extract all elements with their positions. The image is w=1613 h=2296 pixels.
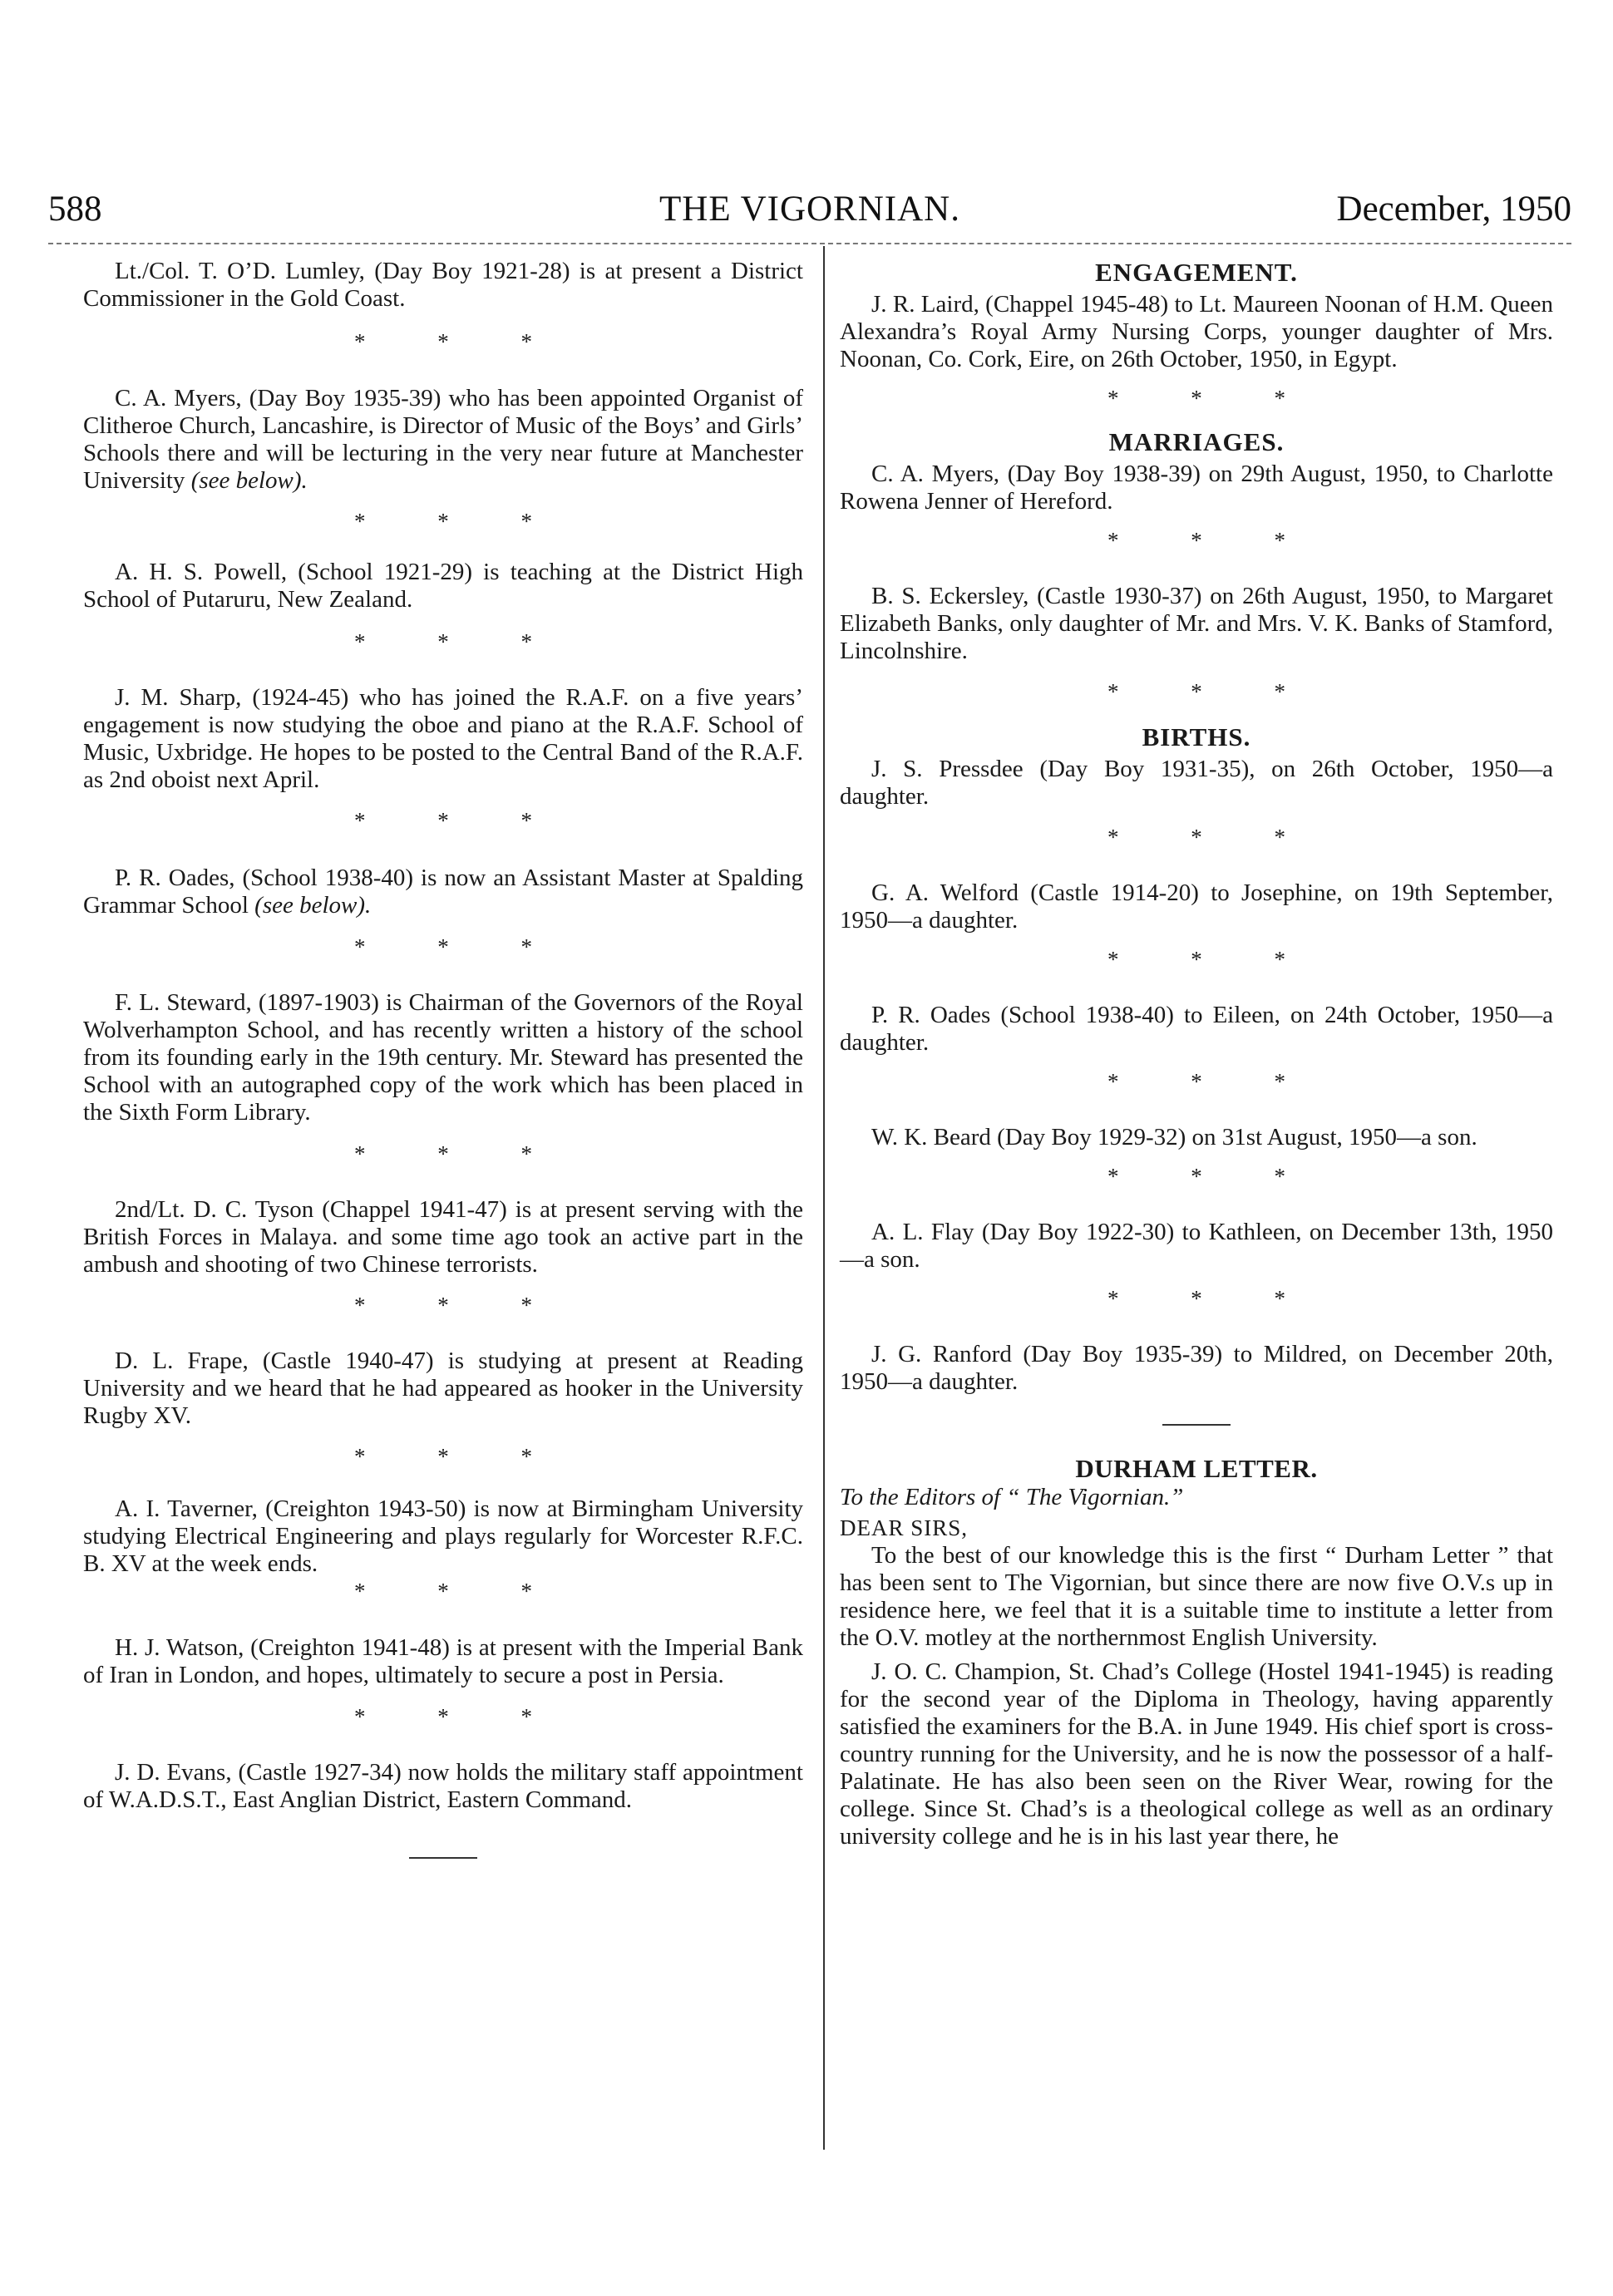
page-header: [48, 185, 1571, 234]
letter-paragraph: J. O. C. Champion, St. Chad’s College (Hostel 1941-1945) is reading for the second year of the Diploma in Theology, having apparently satisfied the examiners for the B.A. in June 1949. His chief sport is cross-country running for the University, and he is now the possessor of a half-Palatinate. He has also been seen on the River Wear, rowing for the college. Since St. Chad’s is a theological college as well as an ordinary university college and he is in his last year there, he: [840, 1658, 1553, 1850]
births-heading: BIRTHS.: [1142, 722, 1251, 751]
journal-title: THE VIGORNIAN.: [659, 190, 960, 229]
news-item-evans: J. D. Evans, (Castle 1927-34) now holds the military staff appointment of W.A.D.S.T., East Anglian District, Eastern Command.: [83, 1759, 803, 1813]
letter-paragraph: To the best of our knowledge this is the first “ Durham Letter ” that has been sent to The Vigornian, but since there are now five O.V.s up in residence here, we feel that it is a suitable time to institute a letter from the O.V. motley at the northernmost English University.: [840, 1542, 1553, 1651]
right-column: [840, 258, 1553, 1850]
separator-stars: * * *: [1107, 1164, 1319, 1189]
separator-stars: * * *: [354, 934, 565, 959]
separator-stars: * * *: [354, 1704, 565, 1729]
separator-stars: * * *: [354, 1141, 565, 1166]
marriage-notice: B. S. Eckersley, (Castle 1930-37) on 26th August, 1950, to Margaret Elizabeth Banks, only daughter of Mr. and Mrs. V. K. Banks of Stamford, Lincolnshire.: [840, 583, 1553, 664]
birth-notice: W. K. Beard (Day Boy 1929-32) on 31st August, 1950—a son.: [871, 1124, 1477, 1150]
separator-stars: * * *: [1107, 825, 1319, 850]
engagement-heading: ENGAGEMENT.: [1095, 258, 1298, 287]
news-item-powell: A. H. S. Powell, (School 1921-29) is teaching at the District High School of Putaruru, New Zealand.: [83, 559, 803, 613]
separator-stars: * * *: [1107, 679, 1319, 704]
news-item-myers: C. A. Myers, (Day Boy 1935-39) who has been appointed Organist of Clitheroe Church, Lancashire, is Director of Music of the Boys’ and Girls’ Schools there and will be lecturing in the very near future at Manchester University (see below).: [83, 385, 803, 494]
separator-stars: * * *: [354, 629, 565, 654]
marriages-heading: MARRIAGES.: [1108, 427, 1285, 456]
birth-notice: J. G. Ranford (Day Boy 1935-39) to Mildred, on December 20th, 1950—a daughter.: [840, 1341, 1553, 1395]
news-item-sharp: J. M. Sharp, (1924-45) who has joined the R.A.F. on a five years’ engagement is now studying the oboe and piano at the R.A.F. School of Music, Uxbridge. He hopes to be posted to the Central Band of the R.A.F. as 2nd oboist next April.: [83, 684, 803, 793]
separator-stars: * * *: [1107, 528, 1319, 553]
header-rule: [48, 243, 1571, 244]
left-column: [83, 258, 803, 1859]
birth-notice: A. L. Flay (Day Boy 1922-30) to Kathleen, on December 13th, 1950—a son.: [840, 1219, 1553, 1273]
durham-letter-heading: DURHAM LETTER.: [1075, 1454, 1318, 1483]
news-item-taverner: A. I. Taverner, (Creighton 1943-50) is now at Birmingham University studying Electrical Engineering and plays regularly for Worcester R.F.C. B. XV at the week ends.: [83, 1495, 803, 1577]
birth-notice: G. A. Welford (Castle 1914-20) to Josephine, on 19th September, 1950—a daughter.: [840, 879, 1553, 934]
news-item-oades: P. R. Oades, (School 1938-40) is now an Assistant Master at Spalding Grammar School (see below).: [83, 865, 803, 919]
column-divider: [823, 246, 825, 2150]
separator-stars: * * *: [1107, 1069, 1319, 1094]
issue-date: December, 1950: [1336, 190, 1571, 229]
separator-stars: * * *: [1107, 1286, 1319, 1311]
news-item-frape: D. L. Frape, (Castle 1940-47) is studying at present at Reading University and we heard that he had appeared as hooker in the University Rugby XV.: [83, 1348, 803, 1429]
separator-stars: * * *: [354, 329, 565, 354]
separator-stars: * * *: [354, 1579, 565, 1604]
letter-address: To the Editors of “ The Vigornian.”: [840, 1484, 1184, 1510]
separator-stars: * * *: [1107, 386, 1319, 411]
news-item-lumley: Lt./Col. T. O’D. Lumley, (Day Boy 1921-28) is at present a District Commissioner in the Gold Coast.: [83, 258, 803, 312]
birth-notice: J. S. Pressdee (Day Boy 1931-35), on 26th October, 1950—a daughter.: [840, 756, 1553, 810]
engagement-notice: J. R. Laird, (Chappel 1945-48) to Lt. Maureen Noonan of H.M. Queen Alexandra’s Royal Army Nursing Corps, younger daughter of Mrs. Noonan, Co. Cork, Eire, on 26th October, 1950, in Egypt.: [840, 291, 1553, 372]
separator-stars: * * *: [354, 1293, 565, 1318]
birth-notice: P. R. Oades (School 1938-40) to Eileen, on 24th October, 1950—a daughter.: [840, 1002, 1553, 1056]
separator-stars: * * *: [354, 509, 565, 534]
news-item-watson: H. J. Watson, (Creighton 1941-48) is at present with the Imperial Bank of Iran in London, and hopes, ultimately to secure a post in Persia.: [83, 1634, 803, 1688]
separator-stars: * * *: [1107, 947, 1319, 972]
separator-stars: * * *: [354, 808, 565, 833]
page-number: 588: [48, 190, 102, 229]
end-rule: [409, 1857, 477, 1859]
news-item-tyson: 2nd/Lt. D. C. Tyson (Chappel 1941-47) is at present serving with the British Forces in Malaya. and some time ago took an active part in the ambush and shooting of two Chinese terrorists.: [83, 1196, 803, 1278]
news-item-steward: F. L. Steward, (1897-1903) is Chairman of the Governors of the Royal Wolverhampton School, and has recently written a history of the school from its founding early in the 19th century. Mr. Steward has presented the School with an autographed copy of the work which has been placed in the Sixth Form Library.: [83, 989, 803, 1126]
separator-stars: * * *: [354, 1444, 565, 1469]
letter-salutation: DEAR SIRS,: [840, 1515, 969, 1540]
marriage-notice: C. A. Myers, (Day Boy 1938-39) on 29th August, 1950, to Charlotte Rowena Jenner of Hereford.: [840, 461, 1553, 515]
